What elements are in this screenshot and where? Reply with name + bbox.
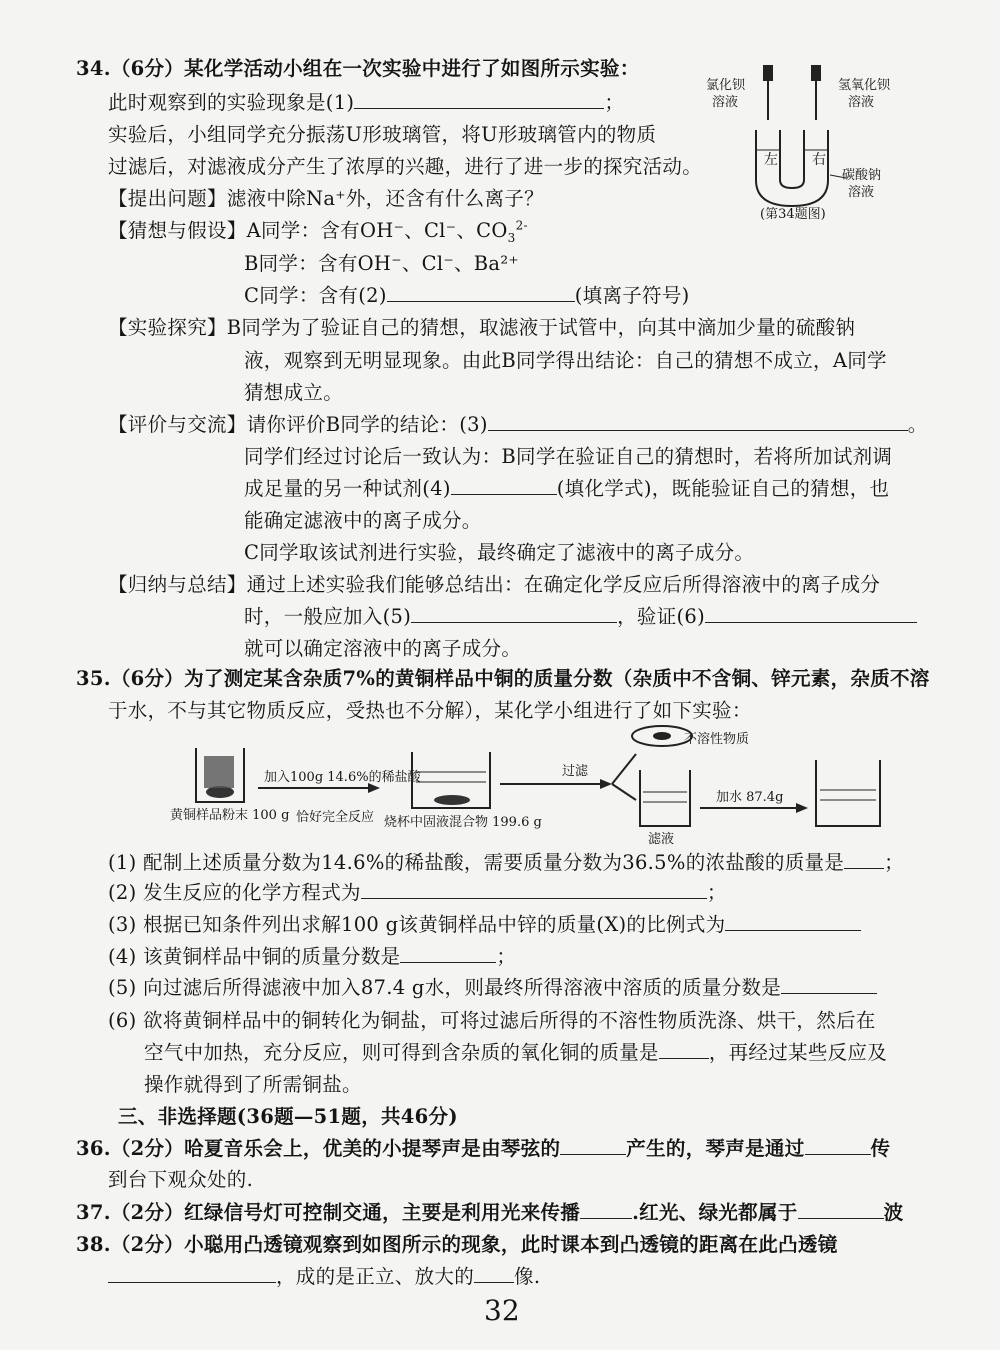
- q35-sub6-3: 操作就得到了所需铜盐。: [144, 1073, 362, 1096]
- fig34-caption: (第34题图): [760, 207, 826, 222]
- u-tube-outer: [756, 130, 828, 206]
- q34-experiment: 【实验探究】B同学为了验证自己的猜想，取滤液于试管中，向其中滴加少量的硫酸钠: [108, 316, 856, 339]
- q34-summary-3: 就可以确定溶液中的离子成分。: [244, 637, 522, 660]
- fig34-carb: 碳酸钠: [842, 168, 882, 183]
- arrow-up: [612, 754, 636, 784]
- fig35-complete: 恰好完全反应: [296, 810, 375, 825]
- q34-experiment-3: 猜想成立。: [244, 381, 344, 404]
- dropper-left-bulb: [764, 66, 772, 80]
- fig34-label-baoh2: 氢氧化钡: [838, 78, 891, 93]
- fig35-filtrate: 滤液: [648, 832, 675, 847]
- q34-evaluation: 【评价与交流】请你评价B同学的结论：(3) 。: [108, 413, 928, 436]
- q38: 38.（2分）小聪用凸透镜观察到如图所示的现象，此时课本到凸透镜的距离在此凸透镜: [76, 1233, 838, 1256]
- beaker-filtrate: [640, 770, 690, 826]
- section-3-heading: 三、非选择题(36题—51题，共46分): [118, 1105, 458, 1128]
- beaker-final: [816, 760, 880, 826]
- page-number: 32: [484, 1294, 520, 1327]
- fig34-right: 右: [812, 152, 826, 168]
- fig34-label-baoh2-2: 溶液: [848, 95, 875, 110]
- fig34-label-bacl2-2: 溶液: [712, 95, 739, 110]
- q34-title: 34.（6分）某化学活动小组在一次实验中进行了如图所示实验：: [76, 57, 640, 80]
- fig35-insoluble: 不溶性物质: [684, 732, 750, 747]
- fig35-add-water: 加水 87.4g: [716, 790, 784, 805]
- q35-sub6: (6) 欲将黄铜样品中的铜转化为铜盐，可将过滤后所得的不溶性物质洗涤、烘干，然后在: [108, 1009, 876, 1032]
- q35-sub1: (1) 配制上述质量分数为14.6%的稀盐酸，需要质量分数为36.5%的浓盐酸的质量是 ；: [108, 851, 904, 874]
- fig35-add-acid: 加入100g 14.6%的稀盐酸: [264, 770, 421, 785]
- q34-hypothesis-c: C同学：含有(2) (填离子符号): [244, 284, 690, 307]
- u-tube-inner: [780, 130, 804, 188]
- fig35-mixture: 烧杯中固液混合物 199.6 g: [384, 815, 542, 830]
- fig35-sample: 黄铜样品粉末 100 g: [170, 808, 290, 823]
- q34-eval-5: C同学取该试剂进行实验，最终确定了滤液中的离子成分。: [244, 541, 755, 564]
- q34-experiment-2: 液，观察到无明显现象。由此B同学得出结论：自己的猜想不成立，A同学: [244, 349, 887, 372]
- q34-hypothesis-a: 【猜想与假设】A同学：含有OH⁻、Cl⁻、$CO_3^{2-}$: [108, 218, 528, 245]
- q36-2: 到台下观众处的.: [108, 1168, 254, 1191]
- q34-eval-3: 成足量的另一种试剂(4) (填化学式)，既能验证自己的猜想，也: [244, 477, 890, 500]
- flow-figure: [196, 726, 880, 826]
- fig34-left: 左: [764, 152, 778, 168]
- q34-question: 【提出问题】滤液中除Na⁺外，还含有什么离子？: [108, 187, 544, 210]
- q38-2: ，成的是正立、放大的 像.: [108, 1264, 540, 1290]
- arrow-down: [612, 784, 636, 800]
- q36: 36.（2分）哈夏音乐会上，优美的小提琴声是由琴弦的 产生的，琴声是通过 传: [76, 1137, 891, 1160]
- q35-sub4: (4) 该黄铜样品中铜的质量分数是 ；: [108, 945, 517, 968]
- q35-sub2: (2) 发生反应的化学方程式为 ；: [108, 881, 727, 904]
- q35-sub6-2: 空气中加热，充分反应，则可得到含杂质的氧化铜的质量是 ，再经过某些反应及: [144, 1041, 888, 1064]
- u-tube-figure: [756, 66, 846, 206]
- q34-line1: 此时观察到的实验现象是(1) ；: [108, 91, 625, 114]
- q35-sub5: (5) 向过滤后所得滤液中加入87.4 g水，则最终所得溶液中溶质的质量分数是: [108, 975, 877, 1001]
- q35-title: 35.（6分）为了测定某含杂质7%的黄铜样品中铜的质量分数（杂质中不含铜、锌元素，杂质不溶: [76, 667, 930, 690]
- q34-eval-4: 能确定滤液中的离子成分。: [244, 509, 482, 532]
- fig35-filter: 过滤: [562, 764, 589, 779]
- fig34-label-bacl2: 氯化钡: [706, 78, 746, 93]
- dropper-right-bulb: [812, 66, 820, 80]
- fig34-carb-2: 溶液: [848, 185, 875, 200]
- q34-line3: 过滤后，对滤液成分产生了浓厚的兴趣，进行了进一步的探究活动。: [108, 155, 703, 178]
- q34-summary: 【归纳与总结】通过上述实验我们能够总结出：在确定化学反应后所得溶液中的离子成分: [108, 573, 881, 596]
- q35-sub3: (3) 根据已知条件列出求解100 g该黄铜样品中锌的质量(X)的比例式为: [108, 912, 861, 938]
- q35-title-2: 于水，不与其它物质反应，受热也不分解），某化学小组进行了如下实验：: [108, 699, 752, 722]
- q34-hypothesis-b: B同学：含有OH⁻、Cl⁻、Ba²⁺: [244, 252, 520, 275]
- q34-line2: 实验后，小组同学充分振荡U形玻璃管，将U形玻璃管内的物质: [108, 123, 657, 146]
- q37: 37.（2分）红绿信号灯可控制交通，主要是利用光来传播 .红光、绿光都属于 波: [76, 1201, 904, 1224]
- q34-eval-2: 同学们经过讨论后一致认为：B同学在验证自己的猜想时，若将所加试剂调: [244, 445, 893, 468]
- q34-summary-2: 时，一般应加入(5) ，验证(6): [244, 604, 917, 630]
